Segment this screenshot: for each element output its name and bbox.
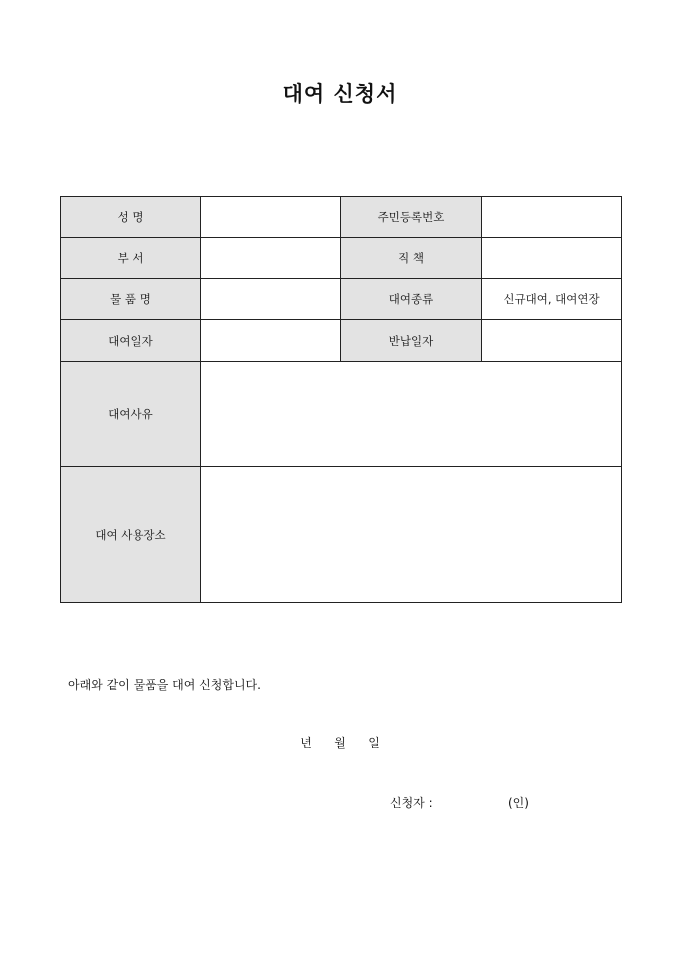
return-date-field[interactable] [482,320,622,362]
form-row-department [61,238,622,279]
rental-type-value[interactable]: 신규대여, 대여연장 [482,279,622,320]
rental-date-label: 대여일자 [61,320,201,362]
name-label: 성 명 [61,197,201,238]
form-row-dates [61,320,622,362]
item-name-field[interactable] [201,279,341,320]
form-row-name [61,197,622,238]
application-statement: 아래와 같이 물품을 대여 신청합니다. [68,678,261,692]
form-row-item [61,279,622,320]
reason-label: 대여사유 [61,362,201,467]
rental-date-field[interactable] [201,320,341,362]
department-field[interactable] [201,238,341,279]
resident-number-label: 주민등록번호 [341,197,482,238]
rental-type-label: 대여종류 [341,279,482,320]
location-field[interactable] [201,467,622,603]
form-row-location [61,467,622,603]
year-label: 년 [300,736,312,750]
form-row-reason [61,362,622,467]
return-date-label: 반납일자 [341,320,482,362]
day-label: 일 [368,736,380,750]
resident-number-field[interactable] [482,197,622,238]
date-line [0,734,680,751]
position-field[interactable] [482,238,622,279]
name-field[interactable] [201,197,341,238]
seal-mark: (인) [508,796,529,810]
month-label: 월 [334,736,346,750]
applicant-line [390,794,529,811]
location-label: 대여 사용장소 [61,467,201,603]
document-title: 대여 신청서 [282,81,398,106]
department-label: 부 서 [61,238,201,279]
applicant-label: 신청자 : [390,796,433,810]
position-label: 직 책 [341,238,482,279]
rental-application-form [60,196,622,603]
item-name-label: 물 품 명 [61,279,201,320]
reason-field[interactable] [201,362,622,467]
